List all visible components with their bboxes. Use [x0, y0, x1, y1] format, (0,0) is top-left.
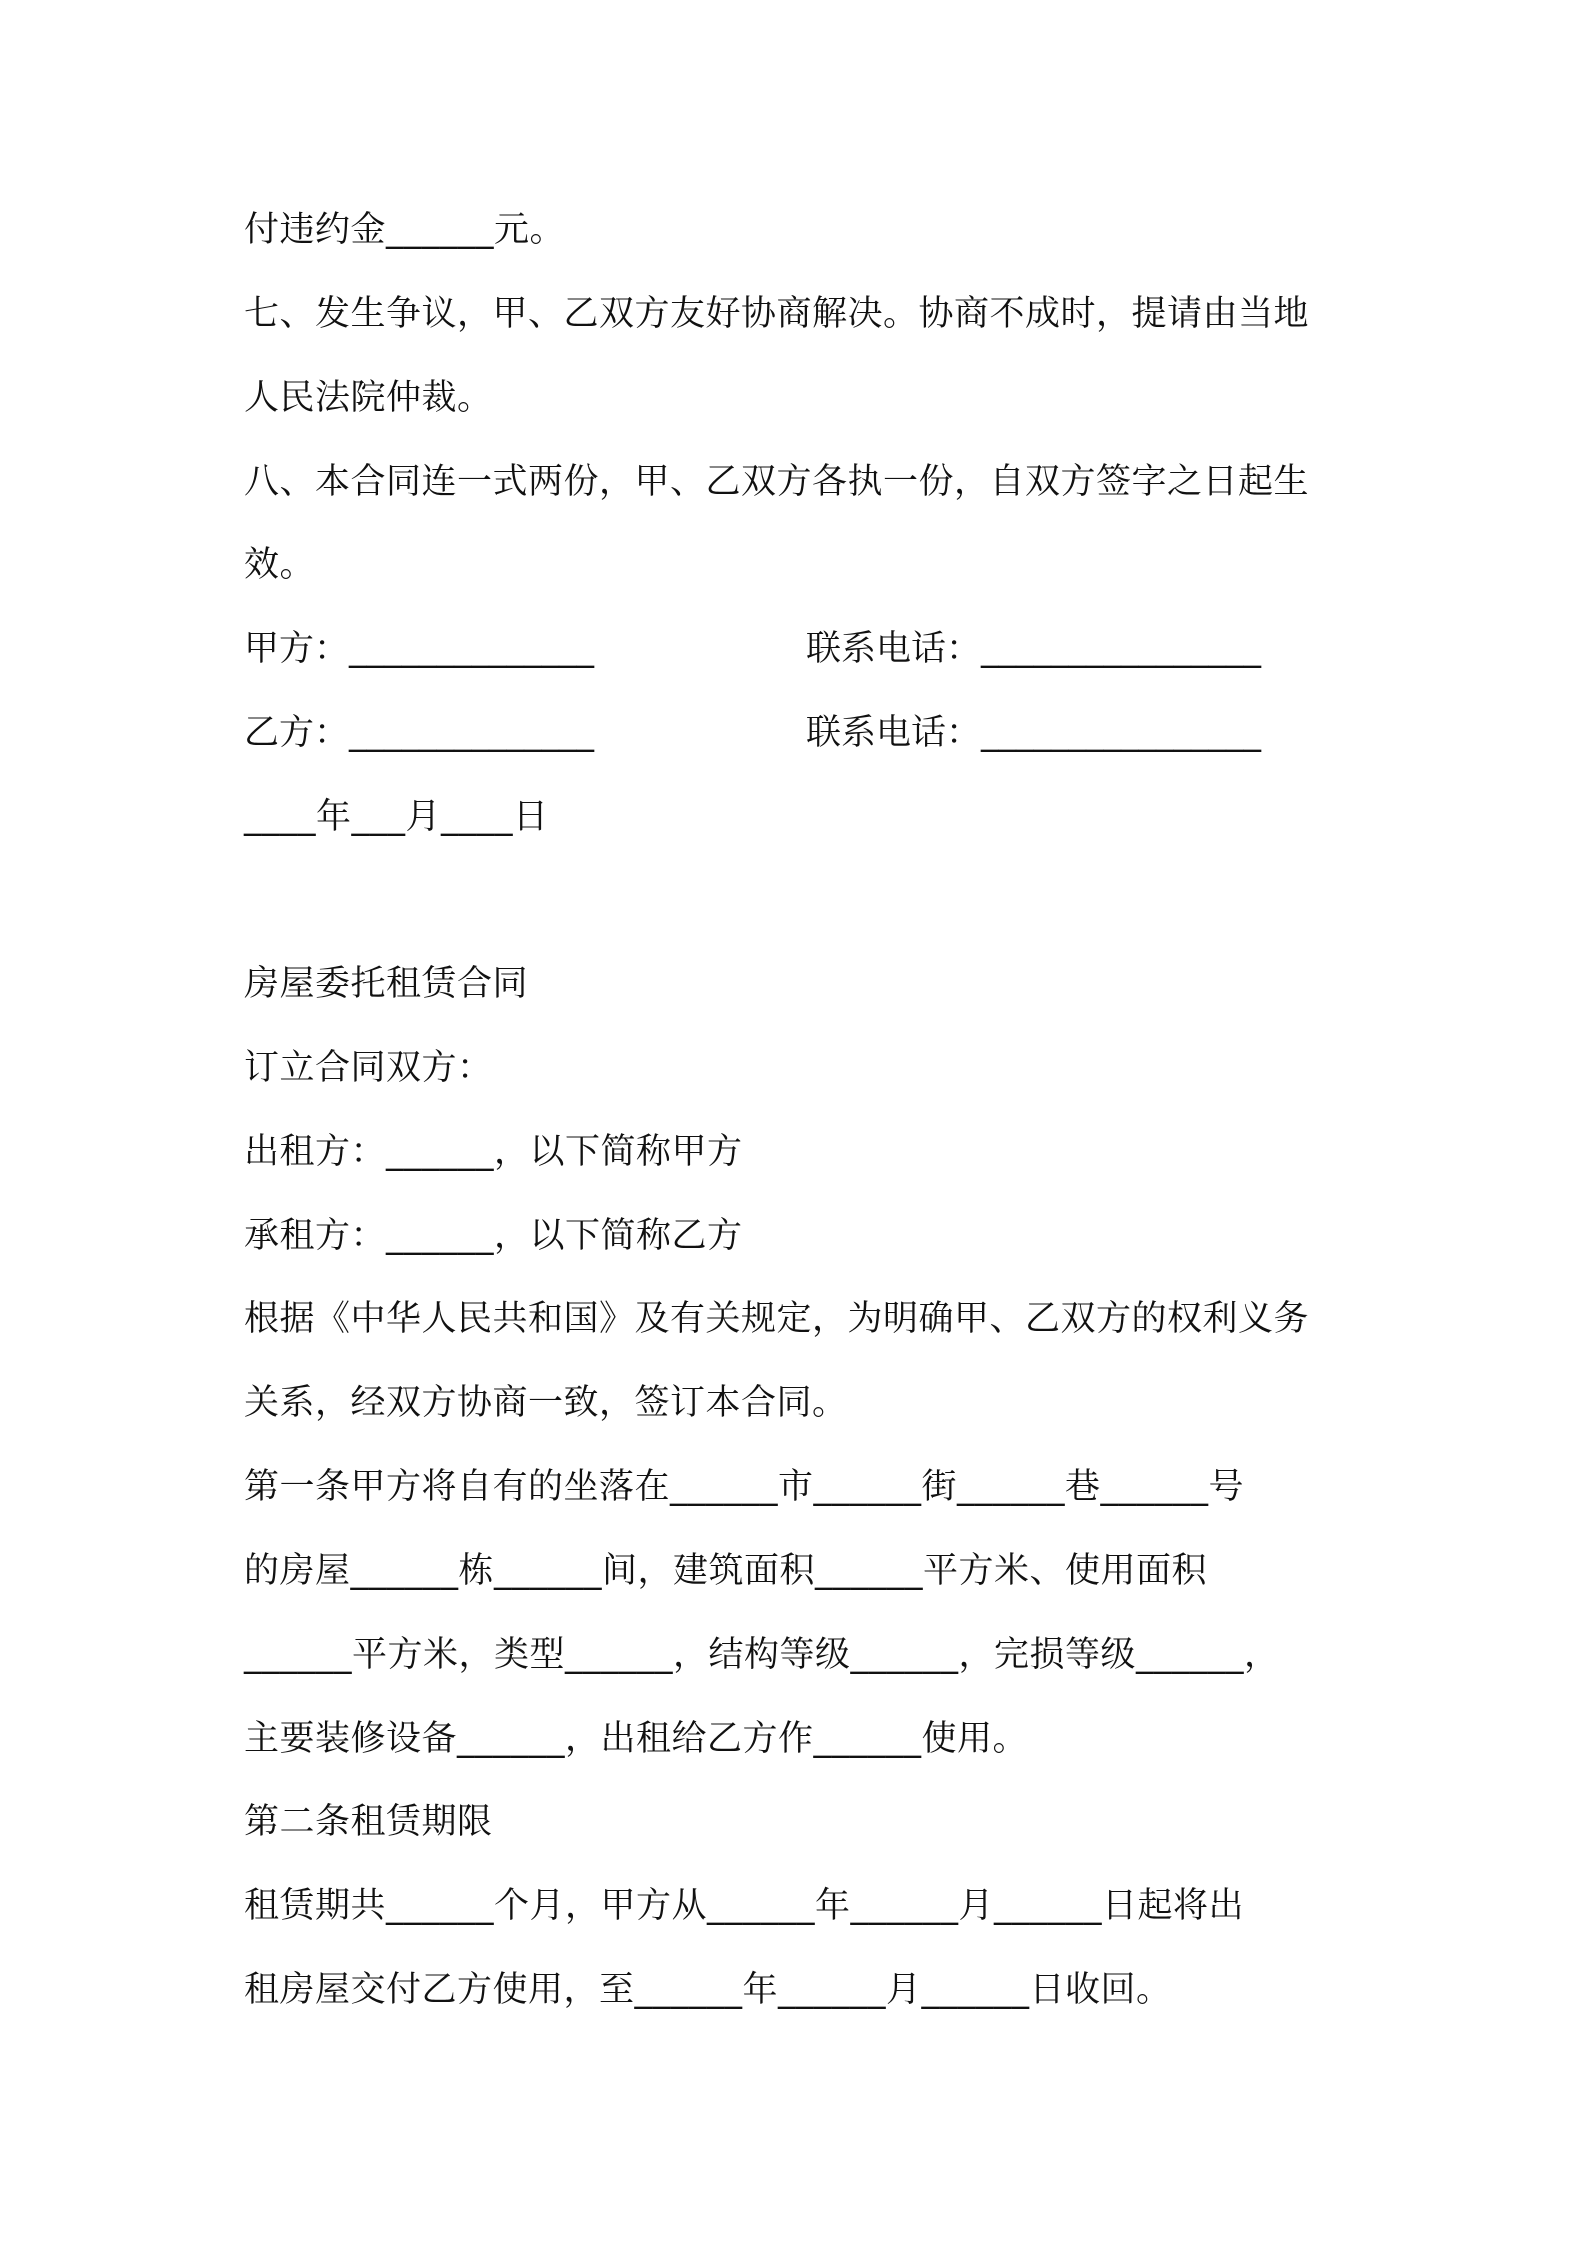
article-1-line-1: 第一条甲方将自有的坐落在______市______街______巷______号	[244, 1467, 1245, 1507]
clause-7-line-2: 人民法院仲裁。	[244, 378, 493, 418]
preamble-line-1: 根据《中华人民共和国》及有关规定，为明确甲、乙双方的权利义务	[244, 1299, 1310, 1339]
article-2-line-2: 租房屋交付乙方使用，至______年______月______日收回。	[244, 1970, 1172, 2010]
clause-7-line-1: 七、发生争议，甲、乙双方友好协商解决。协商不成时，提请由当地	[244, 294, 1310, 334]
lessee-line: 承租方：______，以下简称乙方	[244, 1216, 743, 1256]
article-1-line-4: 主要装修设备______，出租给乙方作______使用。	[244, 1719, 1029, 1759]
contract-parties-heading: 订立合同双方：	[244, 1048, 493, 1088]
article-1-line-2: 的房屋______栋______间，建筑面积______平方米、使用面积	[244, 1551, 1208, 1591]
party-a-signature: 甲方：______________	[244, 629, 595, 669]
article-2-line-1: 租赁期共______个月，甲方从______年______月______日起将出	[244, 1886, 1245, 1926]
contract-title: 房屋委托租赁合同	[244, 964, 529, 1004]
party-b-phone: 联系电话：________________	[806, 713, 1262, 753]
article-2-heading: 第二条租赁期限	[244, 1802, 493, 1842]
date-line: ____年___月____日	[244, 797, 549, 837]
article-1-line-3: ______平方米，类型______，结构等级______，完损等级______，	[244, 1635, 1280, 1675]
clause-8-line-1: 八、本合同连一式两份，甲、乙双方各执一份，自双方签字之日起生	[244, 462, 1310, 502]
party-b-signature: 乙方：______________	[244, 713, 595, 753]
penalty-line: 付违约金______元。	[244, 210, 566, 250]
preamble-line-2: 关系，经双方协商一致，签订本合同。	[244, 1383, 848, 1423]
lessor-line: 出租方：______，以下简称甲方	[244, 1132, 743, 1172]
party-a-phone: 联系电话：________________	[806, 629, 1262, 669]
clause-8-line-2: 效。	[244, 545, 316, 585]
